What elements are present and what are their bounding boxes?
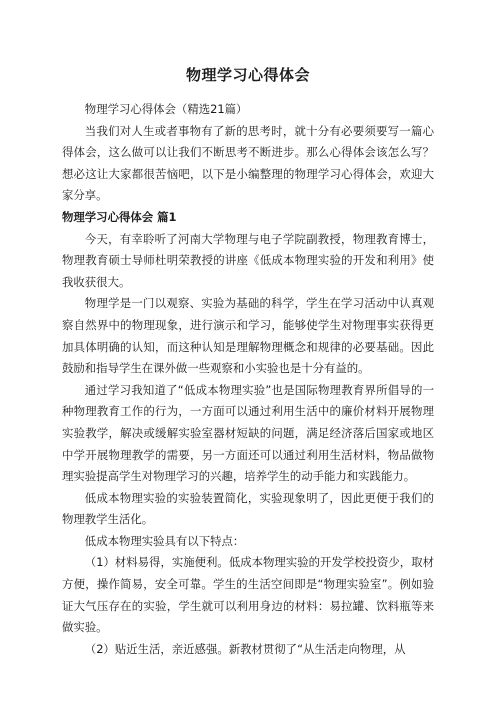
list-item: （1）材料易得，实施便利。低成本物理实验的开发学校投资少，取材方便，操作简易，安全可靠。学生的生活空间即是“物理实验室”。例如验证大气压存在的实验，学生就可以利用身边的材料：易拉罐、饮料瓶等来做实验。 [62, 555, 434, 635]
intro-paragraph: 当我们对人生或者事物有了新的思考时，就十分有必要须要写一篇心得体会，这么做可以让我们不断思考不断进步。那么心得体会该怎么写？想必这让大家都很苦恼吧，以下是小编整理的物理学习心得体会，欢迎大家分享。 [62, 123, 434, 203]
section-heading: 物理学习心得体会 篇1 [62, 209, 177, 224]
body-paragraph: 低成本物理实验具有以下特点： [84, 533, 245, 548]
document-subtitle: 物理学习心得体会（精选21篇） [84, 102, 248, 116]
list-item: （2）贴近生活，亲近感强。新教材贯彻了“从生活走向物理，从 [84, 641, 406, 656]
document-title: 物理学习心得体会 [185, 66, 310, 84]
body-paragraph: 今天，有幸聆听了河南大学物理与电子学院副教授，物理教育博士，物理教育硕士导师杜明荣教授的讲座《低成本物理实验的开发和利用》使我收获很大。 [62, 231, 434, 289]
body-paragraph: 低成本物理实验的实验装置简化，实验现象明了，因此更便于我们的物理教学生活化。 [62, 490, 434, 527]
body-paragraph: 物理学是一门以观察、实验为基础的科学，学生在学习活动中认真观察自然界中的物理现象，进行演示和学习，能够使学生对物理事实获得更加具体明确的认知，而这种认知是理解物理概念和规律的必要基础。因此鼓励和指导学生在课外做一些观察和小实验也是十分有益的。 [62, 296, 434, 376]
body-paragraph: 通过学习我知道了“低成本物理实验”也是国际物理教育界所倡导的一种物理教育工作的行为，一方面可以通过利用生活中的廉价材料开展物理实验教学，解决或缓解实验室器材短缺的问题，满足经济落后国家或地区中学开展物理教学的需要，另一方面还可以通过利用生活材料，物品做物理实验提高学生对物理学习的兴趣，培养学生的动手能力和实践能力。 [62, 382, 434, 484]
